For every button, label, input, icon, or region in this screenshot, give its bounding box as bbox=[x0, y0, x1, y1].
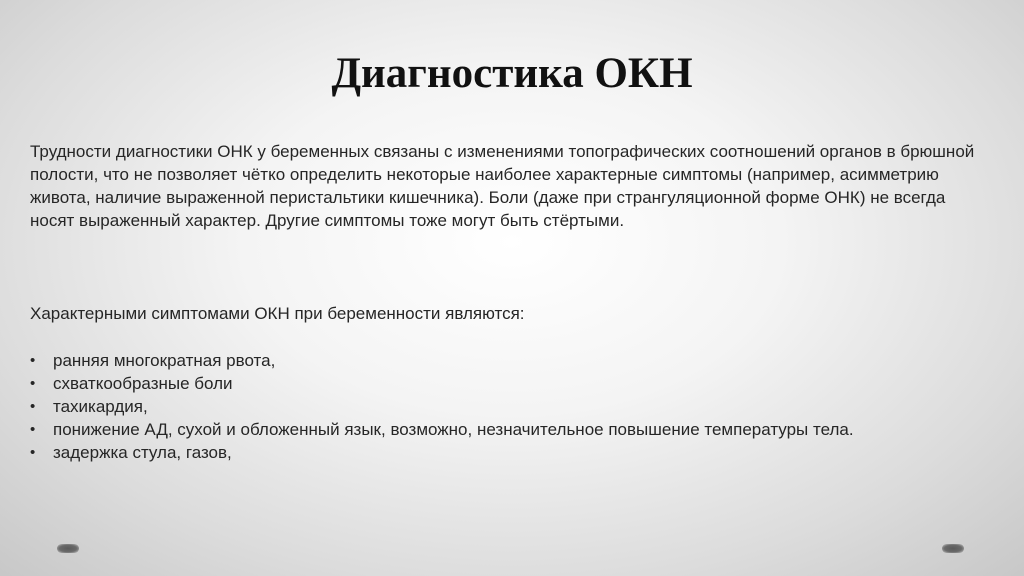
list-item bbox=[30, 372, 990, 395]
list-item-text: ранняя многократная рвота, bbox=[53, 351, 276, 370]
list-item-text: схваткообразные боли bbox=[53, 374, 233, 393]
symptoms-heading: Характерными симптомами ОКН при беременности являются: bbox=[30, 304, 525, 323]
bullet-icon: • bbox=[30, 444, 36, 461]
bullet-icon: • bbox=[30, 421, 36, 438]
list-item-text: задержка стула, газов, bbox=[53, 443, 232, 462]
symptom-list bbox=[30, 349, 990, 464]
bullet-icon: • bbox=[30, 398, 36, 415]
list-item-text: понижение АД, сухой и обложенный язык, возможно, незначительное повышение температуры тела. bbox=[53, 420, 854, 439]
decorative-dot-right bbox=[942, 544, 964, 553]
bullet-icon: • bbox=[30, 375, 36, 392]
list-item bbox=[30, 441, 990, 464]
decorative-dot-left bbox=[57, 544, 79, 553]
slide-title: Диагностика ОКН bbox=[331, 50, 693, 97]
bullet-icon: • bbox=[30, 352, 36, 369]
intro-paragraph: Трудности диагностики ОНК у беременных связаны с изменениями топографических соотношений органов в брюшной полости, что не позволяет чётко определить некоторые наиболее характерные симптомы (например, асимметрию живота, наличие выраженной перистальтики кишечника). Боли (даже при странгуляционной форме ОНК) не всегда носят выраженный характер. Другие симптомы тоже могут быть стёртыми. bbox=[30, 142, 975, 230]
list-item bbox=[30, 349, 990, 372]
list-item bbox=[30, 418, 990, 441]
list-item bbox=[30, 395, 990, 418]
list-item-text: тахикардия, bbox=[53, 397, 148, 416]
